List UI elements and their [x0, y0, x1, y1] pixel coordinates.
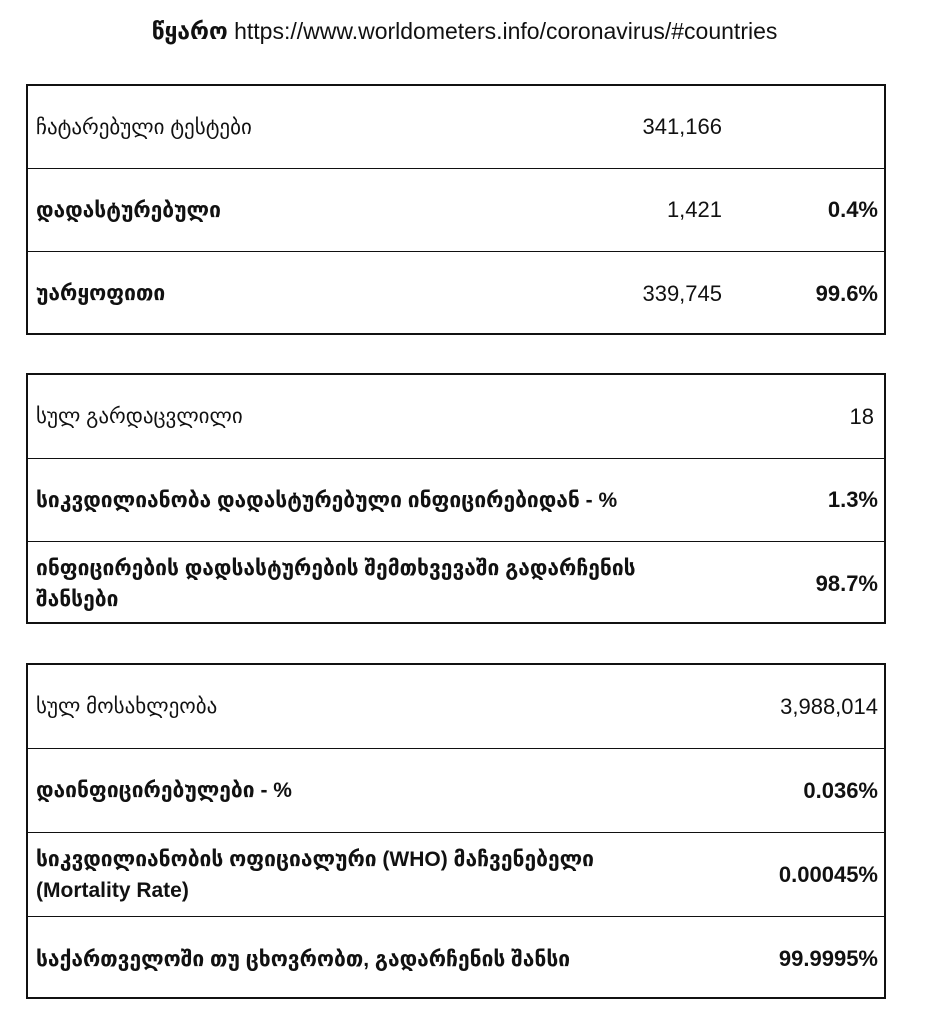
row-value: 341,166 — [642, 114, 722, 139]
row-value: 1.3% — [827, 487, 878, 512]
row-value: 3,988,014 — [780, 693, 878, 719]
table-row — [28, 542, 884, 625]
row-label: დაინფიცირებულები - % — [36, 779, 292, 802]
table-row — [28, 169, 884, 252]
row-label: ჩატარებული ტესტები — [36, 115, 252, 139]
row-value: 0.036% — [803, 777, 878, 803]
row-percent — [678, 86, 878, 168]
source-label: წყარო — [151, 18, 228, 44]
table-row — [28, 833, 884, 917]
table-row — [28, 86, 884, 169]
tests-table — [26, 84, 886, 335]
row-value: 0.00045% — [778, 861, 878, 887]
table-row — [28, 749, 884, 833]
row-label: ინფიცირების დადსასტურების შემთხვევაში გადარჩენის შანსები — [36, 556, 636, 611]
row-label: სიკვდილიანობის ოფიციალური (WHO) მაჩვენებელი (Mortality Rate) — [36, 847, 595, 902]
row-label: უარყოფითი — [36, 282, 166, 305]
population-table — [26, 663, 886, 999]
row-label: სულ გარდაცვლილი — [36, 405, 243, 428]
row-percent: 0.4% — [827, 197, 878, 222]
row-label: დადასტურებული — [36, 198, 221, 222]
table-row — [28, 665, 884, 749]
row-label: საქართველოში თუ ცხოვრობთ, გადარჩენის შანსი — [36, 947, 571, 971]
source-line — [0, 14, 929, 48]
table-row — [28, 375, 884, 459]
row-label: სულ მოსახლეობა — [36, 695, 218, 718]
row-value: 1,421 — [666, 197, 722, 222]
table-row — [28, 252, 884, 335]
deaths-table — [26, 373, 886, 624]
table-row — [28, 459, 884, 542]
row-value: 339,745 — [642, 280, 722, 306]
table-row — [28, 917, 884, 1001]
row-value: 99.9995% — [778, 946, 878, 971]
row-value: 98.7% — [815, 570, 878, 596]
row-percent: 99.6% — [815, 280, 878, 306]
row-label: სიკვდილიანობა დადასტურებული ინფიცირებიდან - % — [36, 488, 618, 512]
row-value: 18 — [849, 403, 874, 429]
source-url: https://www.worldometers.info/coronavirus/#countries — [234, 18, 778, 44]
